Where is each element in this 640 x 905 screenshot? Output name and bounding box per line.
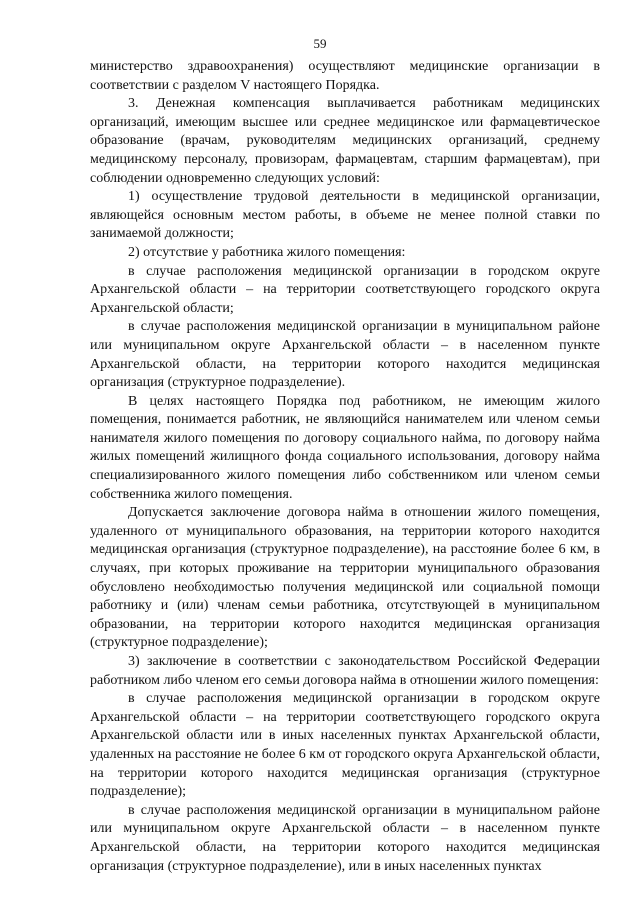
paragraph: В целях настоящего Порядка под работником, не имеющим жилого помещения, понимается работник, не являющийся нанимателем или членом семьи нанимателя жилого помещения по договору социального найма, по договору найма жилых помещений жилищного фонда социального использования, договору найма специализированного жилого помещения либо собственником или членом семьи собственника жилого помещения. [90,393,600,502]
paragraph: в случае расположения медицинской организации в городском округе Архангельской области – на территории соответствующего городского округа Архангельской области; [90,263,600,316]
paragraph: в случае расположения медицинской организации в муниципальном районе или муниципальном округе Архангельской области – в населенном пункте Архангельской области, на территории которого находится медицинская организация (структурное подразделение), или в иных населенных пунктах [90,802,600,874]
page-number: 59 [313,36,327,51]
paragraph: 2) отсутствие у работника жилого помещения: [128,244,406,260]
paragraph: в случае расположения медицинской организации в городском округе Архангельской области – на территории соответствующего городского округа Архангельской области или в иных населенных пунктах Архангельской области, удаленных на расстояние не более 6 км от городского округа Архангельской области, на территории которого находится медицинская организация (структурное подразделение); [90,691,600,800]
paragraph: в случае расположения медицинской организации в муниципальном районе или муниципальном округе Архангельской области – в населенном пункте Архангельской области, на территории которого находится медицинская организация (структурное подразделение). [90,319,600,391]
paragraph: 3. Денежная компенсация выплачивается работникам медицинских организаций, имеющим высшее или среднее медицинское или фармацевтическое образование (врачам, руководителям медицинских организаций, среднему медицинскому персоналу, провизорам, фармацевтам, старшим фармацевтам), при соблюдении одновременно следующих условий: [90,96,600,186]
document-body [90,58,600,876]
paragraph: Допускается заключение договора найма в отношении жилого помещения, удаленного от муниципального образования, на территории которого находится медицинская организация (структурное подразделение), на расстояние более 6 км, в случаях, при которых проживание на территории муниципального образования обусловлено необходимостью получения медицинской или социальной помощи работнику и (или) членам семьи работника, отсутствующей в муниципальном образовании, на территории которого находится медицинская организация (структурное подразделение); [90,505,600,651]
paragraph: министерство здравоохранения) осуществляют медицинские организации в соответствии с разделом V настоящего Порядка. [90,59,600,93]
paragraph: 1) осуществление трудовой деятельности в медицинской организации, являющейся основным местом работы, в объеме не менее полной ставки по занимаемой должности; [90,189,600,242]
paragraph: 3) заключение в соответствии с законодательством Российской Федерации работником либо членом его семьи договора найма в отношении жилого помещения: [90,654,600,688]
